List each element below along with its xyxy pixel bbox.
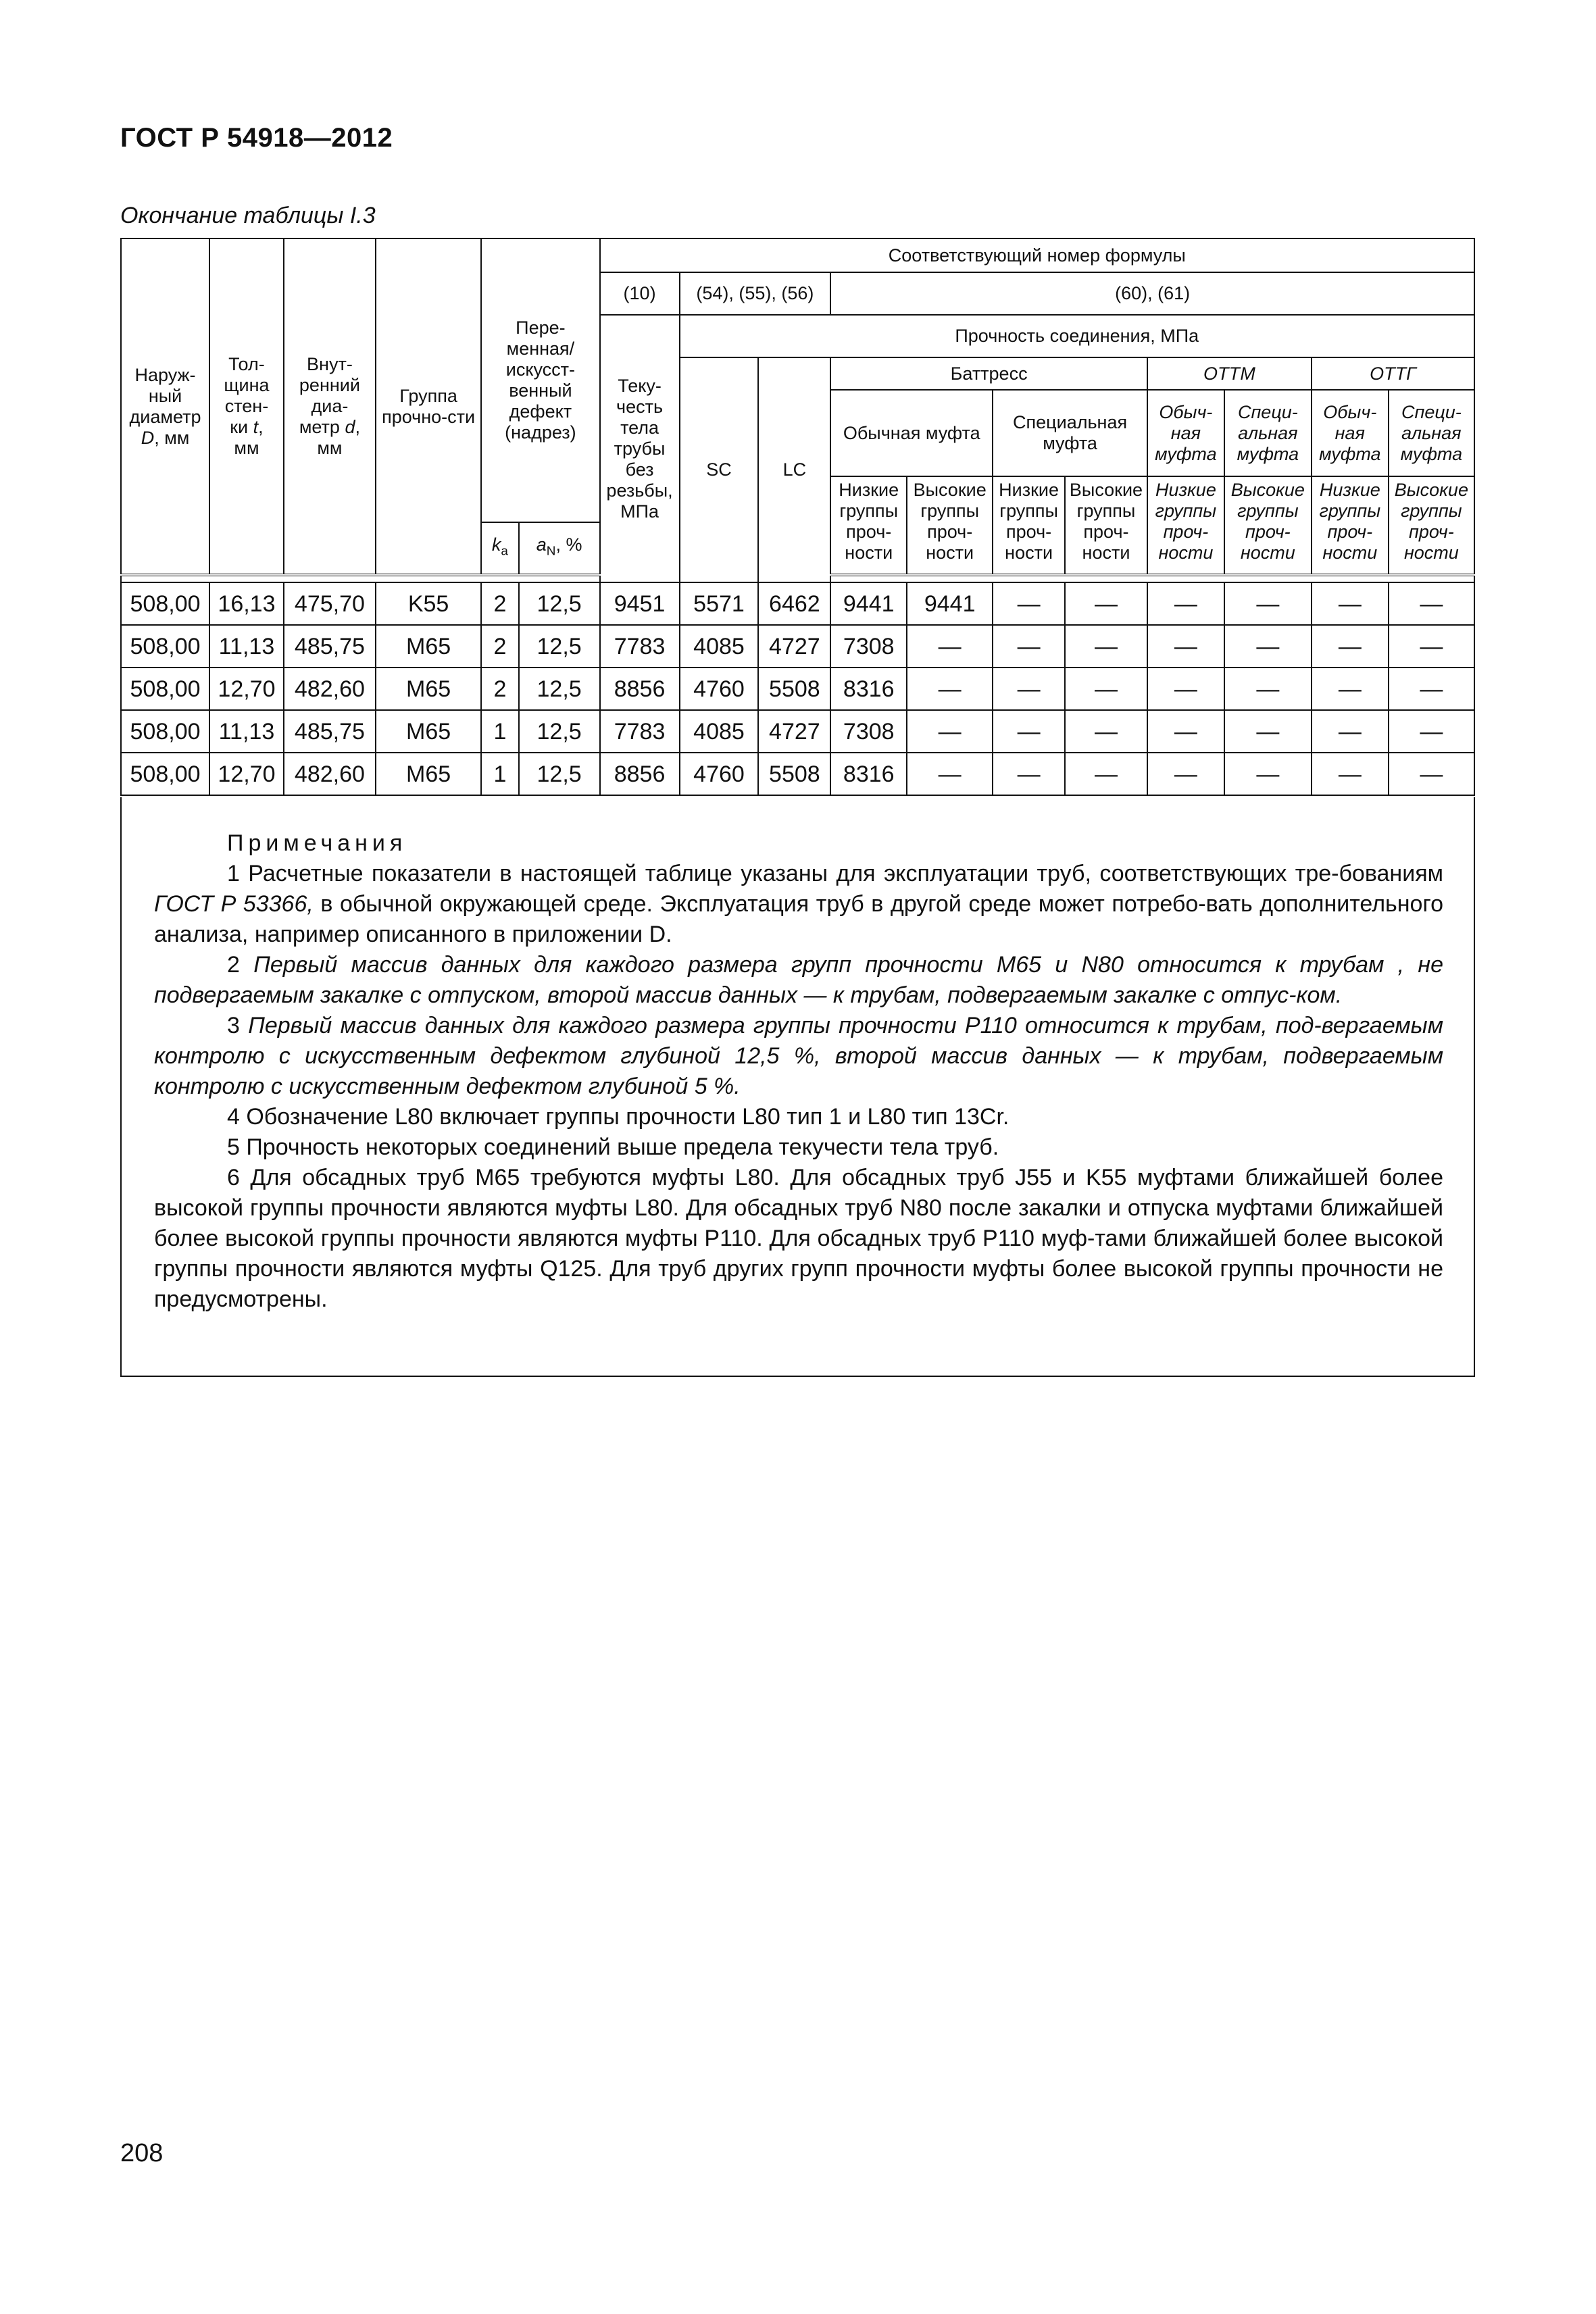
table-cell: 12,5 — [519, 625, 600, 668]
header-low-grade: Низкие группы проч-ности — [1312, 476, 1389, 575]
header-body-yield: Теку- честь тела трубы без резьбы, МПа — [600, 315, 680, 582]
table-cell: 11,13 — [209, 625, 284, 668]
table-cell: 12,5 — [519, 753, 600, 795]
header-buttress: Баттресс — [830, 357, 1147, 390]
header-ottg: ОТТГ — [1312, 357, 1474, 390]
table-cell: 9441 — [907, 582, 993, 625]
note-3: 3 Первый массив данных для каждого размера группы прочности P110 относится к трубам, под-вергаемым контролю с искусственным дефектом глубиной 12,5 %, второй массив данных — к трубам, подвергаемым контролю с искусственным дефектом глубиной 5 %. — [154, 1013, 1444, 1099]
header-buttress-regular: Обычная муфта — [830, 390, 993, 476]
table-cell: 16,13 — [209, 582, 284, 625]
table-cell: — — [1312, 668, 1389, 710]
table-cell: — — [1065, 625, 1147, 668]
table-cell: 7308 — [830, 710, 907, 753]
header-high-grade: Высокие группы проч-ности — [1065, 476, 1147, 575]
table-cell: M65 — [376, 753, 481, 795]
table-cell: 508,00 — [121, 753, 209, 795]
table-cell: — — [1312, 625, 1389, 668]
table-cell: — — [1065, 753, 1147, 795]
table-cell: — — [1224, 625, 1312, 668]
header-low-grade: Низкие группы проч-ности — [993, 476, 1065, 575]
table-i3 — [120, 238, 1475, 796]
table-cell: 8856 — [600, 753, 680, 795]
table-caption: Окончание таблицы I.3 — [120, 203, 376, 228]
table-row — [121, 710, 1474, 753]
table-cell: 7783 — [600, 710, 680, 753]
table-cell: 475,70 — [284, 582, 376, 625]
table-cell: M65 — [376, 710, 481, 753]
table-cell: K55 — [376, 582, 481, 625]
header-ottm: ОТТМ — [1147, 357, 1312, 390]
table-cell: 2 — [481, 582, 518, 625]
header-low-grade: Низкие группы проч-ности — [1147, 476, 1224, 575]
table-cell: 508,00 — [121, 668, 209, 710]
table-cell: 4760 — [680, 668, 759, 710]
table-cell: 5571 — [680, 582, 759, 625]
table-cell: — — [993, 668, 1065, 710]
header-ottg-regular: Обыч-ная муфта — [1312, 390, 1389, 476]
table-cell: — — [1224, 668, 1312, 710]
table-cell: — — [1147, 710, 1224, 753]
header-high-grade: Высокие группы проч-ности — [907, 476, 993, 575]
note-1: 1 Расчетные показатели в настоящей таблице указаны для эксплуатации труб, соответствующих тре-бованиям ГОСТ Р 53366, в обычной окружающей среде. Эксплуатация труб в другой среде может потребо-вать дополнительного анализа, например описанного в приложении D. — [154, 861, 1444, 947]
table-cell: M65 — [376, 668, 481, 710]
table-cell: — — [1389, 625, 1474, 668]
header-defect: Пере- менная/ искусст- венный дефект (надрез) — [481, 238, 599, 522]
note-2: 2 Первый массив данных для каждого размера групп прочности M65 и N80 относится к трубам , не подвергаемым закалке с отпуском, второй массив данных — к трубам, подвергаемым закалке с отпус-ком. — [154, 952, 1444, 1008]
header-joint-strength: Прочность соединения, МПа — [680, 315, 1474, 357]
header-wall-thickness: Тол- щина стен- ки t, мм — [209, 238, 284, 575]
table-cell: 12,70 — [209, 668, 284, 710]
table-cell: 485,75 — [284, 710, 376, 753]
notes-title: Примечания — [227, 830, 407, 856]
table-cell: 4085 — [680, 710, 759, 753]
table-cell: — — [1147, 753, 1224, 795]
table-row — [121, 582, 1474, 625]
table-cell: 8316 — [830, 753, 907, 795]
table-cell: 1 — [481, 710, 518, 753]
table-cell: — — [1147, 625, 1224, 668]
table-cell: — — [993, 710, 1065, 753]
table-cell: 508,00 — [121, 710, 209, 753]
table-cell: 9441 — [830, 582, 907, 625]
table-cell: 9451 — [600, 582, 680, 625]
table-cell: — — [1065, 582, 1147, 625]
header-outer-diameter: Наруж- ный диаметр D, мм — [121, 238, 209, 575]
header-ottg-special: Специ-альная муфта — [1389, 390, 1474, 476]
header-formula-10: (10) — [600, 272, 680, 315]
table-cell: 4760 — [680, 753, 759, 795]
table-cell: 11,13 — [209, 710, 284, 753]
table-cell: 8316 — [830, 668, 907, 710]
table-body — [121, 582, 1474, 795]
table-cell: 482,60 — [284, 753, 376, 795]
table-cell: 508,00 — [121, 625, 209, 668]
page-number: 208 — [120, 2139, 164, 2167]
table-cell: 1 — [481, 753, 518, 795]
note-5: 5 Прочность некоторых соединений выше предела текучести тела труб. — [227, 1134, 999, 1160]
header-high-grade: Высокие группы проч-ности — [1224, 476, 1312, 575]
header-an: $a_N$, % — [519, 522, 600, 575]
header-high-grade: Высокие группы проч-ности — [1389, 476, 1474, 575]
table-cell: 2 — [481, 625, 518, 668]
table-cell: 5508 — [758, 753, 830, 795]
note-6: 6 Для обсадных труб M65 требуются муфты L80. Для обсадных труб J55 и K55 муфтами ближайшей более высокой группы прочности являются муфты L80. Для обсадных труб N80 после закалки и отпуска муфтами ближайшей более высокой группы прочности являются муфты P110. Для обсадных труб P110 муф-тами ближайшей более высокой группы прочности являются муфты Q125. Для труб других групп прочности муфты более высокой группы прочности не предусмотрены. — [154, 1165, 1443, 1312]
header-ottm-special: Специ-альная муфта — [1224, 390, 1312, 476]
table-cell: — — [993, 582, 1065, 625]
table-cell: 2 — [481, 668, 518, 710]
table-cell: 7308 — [830, 625, 907, 668]
header-formula-54: (54), (55), (56) — [680, 272, 831, 315]
table-cell: — — [1389, 753, 1474, 795]
table-cell: 4727 — [758, 710, 830, 753]
header-sc: SC — [680, 357, 759, 582]
table-cell: — — [1312, 753, 1389, 795]
table-cell: — — [1147, 668, 1224, 710]
table-cell: — — [1065, 710, 1147, 753]
header-buttress-special: Специальная муфта — [993, 390, 1147, 476]
header-ottm-regular: Обыч-ная муфта — [1147, 390, 1224, 476]
header-ka: $k_a$ — [481, 522, 518, 575]
table-cell: — — [907, 668, 993, 710]
table-cell: 8856 — [600, 668, 680, 710]
table-cell: — — [1389, 668, 1474, 710]
table-cell: 6462 — [758, 582, 830, 625]
table-cell: 7783 — [600, 625, 680, 668]
notes — [154, 828, 1443, 1315]
strength-table — [120, 238, 1475, 796]
header-formula-number: Соответствующий номер формулы — [600, 238, 1474, 272]
header-lc: LC — [758, 357, 830, 582]
table-cell: — — [1147, 582, 1224, 625]
table-cell: 12,5 — [519, 668, 600, 710]
table-cell: — — [907, 710, 993, 753]
table-cell: — — [993, 625, 1065, 668]
table-cell: — — [1389, 582, 1474, 625]
table-cell: 4085 — [680, 625, 759, 668]
header-low-grade: Низкие группы проч-ности — [830, 476, 907, 575]
table-cell: — — [907, 625, 993, 668]
table-cell: — — [1389, 710, 1474, 753]
table-row — [121, 625, 1474, 668]
document-title: ГОСТ Р 54918—2012 — [120, 123, 393, 153]
table-row — [121, 753, 1474, 795]
note-4: 4 Обозначение L80 включает группы прочности L80 тип 1 и L80 тип 13Cr. — [227, 1104, 1009, 1130]
table-cell: — — [993, 753, 1065, 795]
table-cell: 482,60 — [284, 668, 376, 710]
table-cell: 4727 — [758, 625, 830, 668]
table-cell: M65 — [376, 625, 481, 668]
table-cell: — — [907, 753, 993, 795]
header-inner-diameter: Внут- ренний диа- метр d, мм — [284, 238, 376, 575]
table-cell: 12,5 — [519, 582, 600, 625]
table-cell: — — [1065, 668, 1147, 710]
table-cell: 5508 — [758, 668, 830, 710]
header-strength-grade: Группа прочно-сти — [376, 238, 481, 575]
table-cell: — — [1224, 582, 1312, 625]
table-cell: 508,00 — [121, 582, 209, 625]
header-formula-60: (60), (61) — [830, 272, 1474, 315]
notes-box — [120, 797, 1475, 1377]
table-row — [121, 668, 1474, 710]
table-cell: 12,5 — [519, 710, 600, 753]
table-cell: 12,70 — [209, 753, 284, 795]
table-cell: — — [1312, 710, 1389, 753]
table-cell: — — [1312, 582, 1389, 625]
table-cell: 485,75 — [284, 625, 376, 668]
table-cell: — — [1224, 710, 1312, 753]
table-cell: — — [1224, 753, 1312, 795]
